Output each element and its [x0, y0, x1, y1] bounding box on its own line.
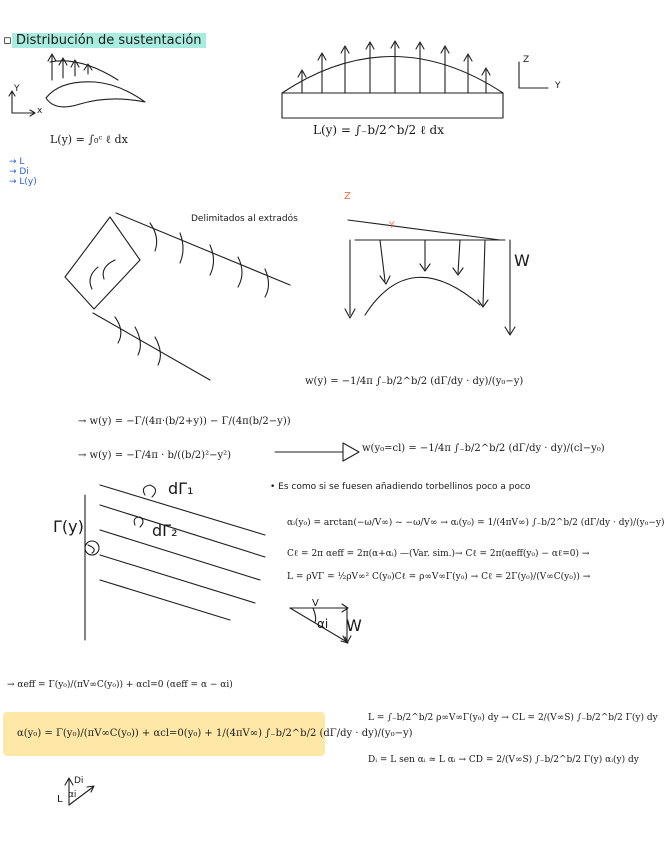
eq-alpha-induced: αᵢ(y₀) = arctan(−ω/V∞) ~ −ω/V∞ → αᵢ(y₀) = 1/(4πV∞) ∫₋b/2^b/2 (dΓ/dy · dy)/(y₀−y): [287, 518, 664, 528]
triangle-alpha-label: αi: [317, 617, 329, 631]
triangle-w-label: W: [346, 616, 362, 635]
axis-y-label: Y: [14, 84, 20, 94]
eq-w-at-y0: w(y₀=cl) = −1/4π ∫₋b/2^b/2 (dΓ/dy · dy)/(cl−y₀): [362, 443, 605, 454]
downwash-sketch: [330, 185, 530, 345]
downwash-label: W: [514, 251, 530, 270]
triangle-v-label: V: [312, 598, 319, 609]
page-title: Distribución de sustentación: [12, 33, 206, 48]
eq-cl-line: Cℓ = 2π αeff = 2π(α+αᵢ) —(Var. sim.)→ Cℓ = 2π(αeff(y₀) − αℓ=0) →: [287, 549, 590, 559]
eq-fundamental: α(y₀) = Γ(y₀)/(πV∞C(y₀)) + αcl=0(y₀) + 1/(4πV∞) ∫₋b/2^b/2 (dΓ/dy · dy)/(y₀−y): [17, 728, 413, 739]
long-arrow-icon: [275, 441, 360, 463]
eq-w-two-terms: → w(y) = −Γ/(4π·(b/2+y)) − Γ/(4π(b/2−y)): [78, 416, 291, 427]
axis-z-label-ww: Z: [344, 191, 351, 202]
vortex-sheet-sketch: [60, 205, 290, 385]
legend-item-l: → L: [9, 157, 25, 167]
lift-formula-local: L(y) = ∫₀ᶜ ℓ dx: [50, 133, 128, 146]
axis-x-label: x: [37, 106, 43, 116]
loading-sketch: [80, 475, 270, 645]
legend-list: [9, 157, 37, 187]
gamma-label: Γ(y): [53, 517, 84, 536]
eq-total-drag: Dᵢ = L sen αᵢ ≃ L αᵢ → CD = 2/(V∞S) ∫₋b/2^b/2 Γ(y) αᵢ(y) dy: [368, 755, 639, 765]
bottom-l-label: L: [57, 794, 63, 805]
eq-alpha-eff: → αeff = Γ(y₀)/(πV∞C(y₀)) + αcl=0 (αeff = α − αi): [7, 680, 233, 690]
legend-item-ly: → L(y): [9, 177, 37, 187]
axis-z-label-top: Z: [523, 55, 530, 65]
lift-formula-span: L(y) = ∫₋b/2^b/2 ℓ dx: [313, 123, 444, 137]
axis-y-label-ww: Y: [389, 221, 395, 231]
bullet-note: • Es como si se fuesen añadiendo torbellinos poco a poco: [270, 482, 531, 492]
bottom-ai-label: αi: [68, 790, 77, 800]
eq-w-integral: w(y) = −1/4π ∫₋b/2^b/2 (dΓ/dy · dy)/(y₀−y): [305, 376, 524, 387]
title-checkbox-icon: ▫: [3, 33, 12, 48]
eq-w-simplified: → w(y) = −Γ/4π · b/((b/2)²−y²): [78, 450, 232, 461]
eq-lift-line: L = ρVΓ = ½ρV∞² C(y₀)Cℓ = ρ∞V∞Γ(y₀) → Cℓ = 2Γ(y₀)/(V∞C(y₀)) →: [287, 572, 591, 582]
eq-total-lift: L = ∫₋b/2^b/2 ρ∞V∞Γ(y₀) dy → CL = 2/(V∞S) ∫₋b/2^b/2 Γ(y) dy: [368, 713, 658, 723]
vortex-note: Delimitados al extradós: [191, 214, 298, 224]
dgamma2-label: dΓ₂: [152, 521, 178, 540]
dgamma1-label: dΓ₁: [168, 479, 194, 498]
legend-item-di: → Di: [9, 167, 29, 177]
bottom-di-label: Di: [74, 776, 84, 786]
axis-y-label-top: Y: [555, 81, 561, 91]
